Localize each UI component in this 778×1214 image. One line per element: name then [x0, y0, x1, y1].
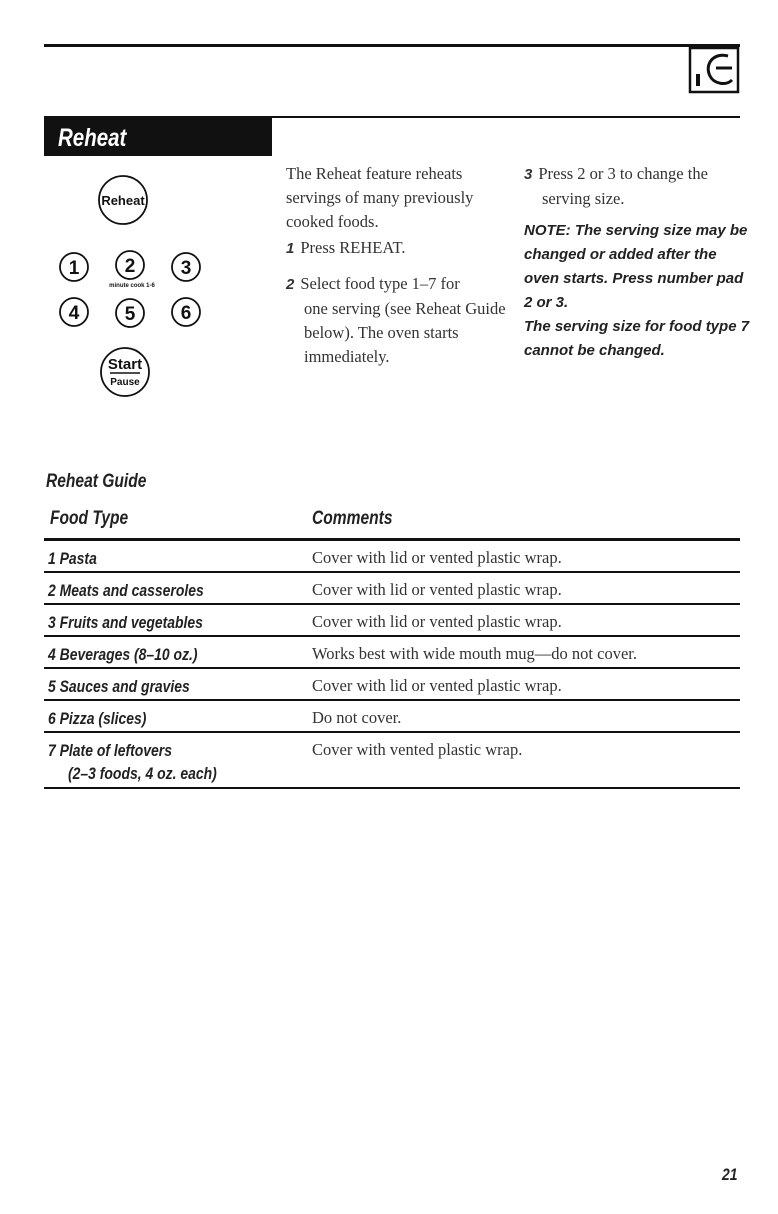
start-key-label: Start	[107, 356, 143, 373]
step-1	[286, 236, 518, 261]
food-type-cell: 4 Beverages (8–10 oz.)	[48, 645, 198, 664]
table-header	[44, 504, 740, 541]
key-1-label: 1	[68, 258, 80, 279]
title-banner	[44, 118, 272, 156]
food-type-cell: 2 Meats and casseroles	[48, 581, 204, 600]
food-type-cell: 3 Fruits and vegetables	[48, 613, 203, 632]
key-3-label: 3	[180, 258, 192, 279]
guide-title: Reheat Guide	[46, 471, 147, 492]
key-6-label: 6	[180, 303, 192, 324]
step-1-number: 1	[286, 240, 295, 257]
note-food-type-7: The serving size for food type 7 cannot be changed.	[524, 318, 750, 359]
page-title: Reheat	[58, 124, 127, 152]
keypad-illustration	[50, 160, 260, 400]
comment-cell: Cover with lid or vented plastic wrap.	[312, 548, 562, 567]
microwave-section-icon	[688, 46, 740, 94]
table-row	[44, 669, 740, 701]
top-rule	[44, 44, 740, 47]
comment-cell: Cover with lid or vented plastic wrap.	[312, 676, 562, 695]
minute-cook-label: minute cook 1-6	[109, 283, 155, 289]
column-header-comments: Comments	[312, 508, 393, 529]
reheat-guide-table	[44, 504, 740, 789]
food-type-cell: 7 Plate of leftovers	[48, 741, 172, 760]
table-row	[44, 637, 740, 669]
page-number: 21	[722, 1165, 738, 1184]
step-1-text: Press REHEAT.	[300, 238, 406, 257]
key-5-label: 5	[124, 304, 136, 325]
key-2-label: 2	[124, 256, 136, 277]
comment-cell: Works best with wide mouth mug—do not cover.	[312, 644, 637, 663]
table-row	[44, 733, 740, 789]
table-row	[44, 541, 740, 573]
step-3-text: Press 2 or 3 to change the	[538, 164, 708, 183]
step-2-continuation: one serving (see Reheat Guide below). The oven starts immediately.	[304, 299, 506, 366]
food-type-cell: 6 Pizza (slices)	[48, 709, 147, 728]
step-3-number: 3	[524, 166, 533, 183]
column-header-food-type: Food Type	[50, 508, 129, 529]
step-2-text: Select food type 1–7 for	[300, 274, 460, 293]
table-row	[44, 605, 740, 637]
comment-cell: Cover with lid or vented plastic wrap.	[312, 580, 562, 599]
food-type-cell: 1 Pasta	[48, 549, 97, 568]
step-3-continuation: serving size.	[542, 189, 625, 208]
note-serving-size: NOTE: The serving size may be changed or added after the oven starts. Press number pad 2 or 3.	[524, 222, 748, 311]
step-2	[286, 272, 518, 369]
table-row	[44, 701, 740, 733]
table-row	[44, 573, 740, 605]
comment-cell: Cover with lid or vented plastic wrap.	[312, 612, 562, 631]
key-4-label: 4	[68, 303, 80, 324]
comment-cell: Do not cover.	[312, 708, 402, 727]
pause-key-label: Pause	[110, 377, 140, 388]
comment-cell: Cover with vented plastic wrap.	[312, 740, 523, 759]
food-type-subline: (2–3 foods, 4 oz. each)	[68, 764, 217, 783]
food-type-cell: 5 Sauces and gravies	[48, 677, 190, 696]
step-3	[524, 162, 744, 211]
intro-text: The Reheat feature reheats servings of many previously cooked foods.	[286, 164, 474, 231]
reheat-key-label: Reheat	[101, 193, 145, 208]
step-2-number: 2	[286, 276, 295, 293]
